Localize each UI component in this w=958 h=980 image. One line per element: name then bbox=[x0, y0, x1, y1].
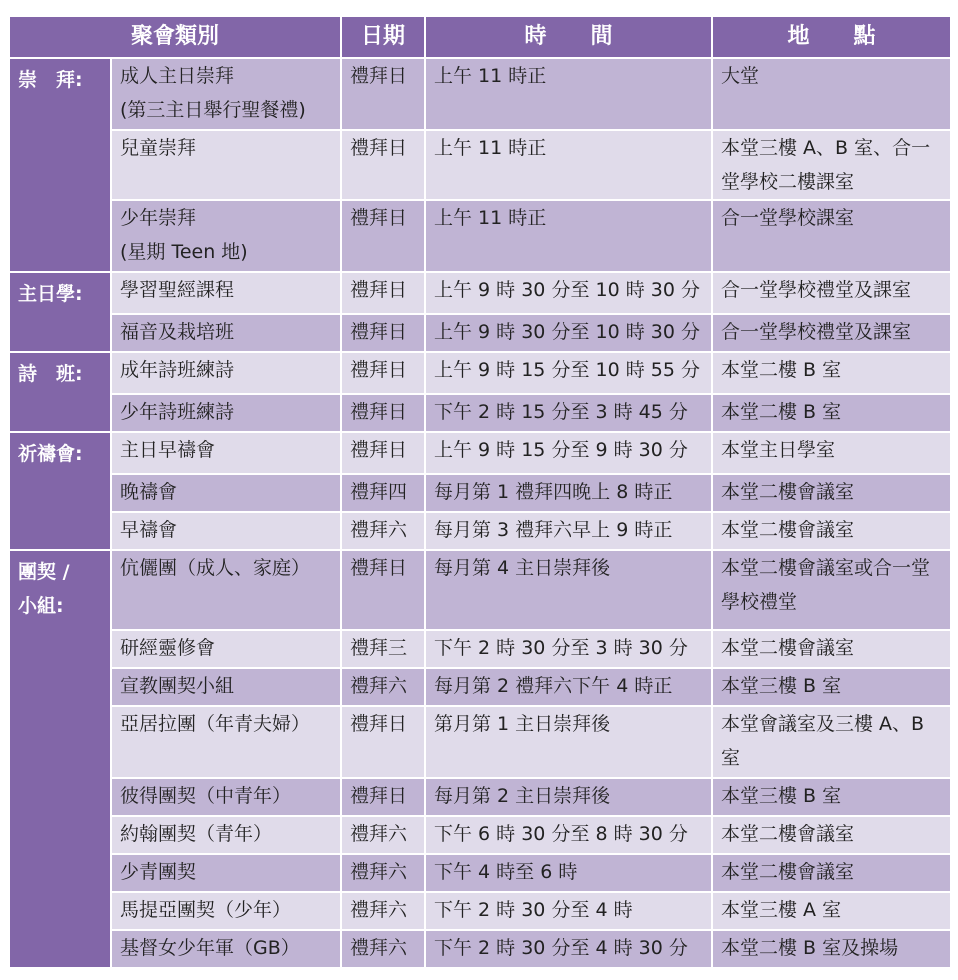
meeting-day: 禮拜日 bbox=[341, 58, 425, 130]
meeting-name: 少年詩班練詩 bbox=[111, 394, 341, 432]
table-row bbox=[9, 432, 951, 474]
meeting-name: 伉儷團（成人、家庭） bbox=[111, 550, 341, 630]
table-row bbox=[9, 930, 951, 968]
meeting-place: 本堂主日學室 bbox=[712, 432, 951, 474]
table-row bbox=[9, 352, 951, 394]
meeting-time: 每月第 2 主日崇拜後 bbox=[425, 778, 712, 816]
table-row bbox=[9, 474, 951, 512]
meeting-place: 合一堂學校課室 bbox=[712, 200, 951, 272]
meeting-place: 本堂二樓會議室 bbox=[712, 474, 951, 512]
meeting-place: 本堂二樓會議室 bbox=[712, 816, 951, 854]
meeting-name: 成年詩班練詩 bbox=[111, 352, 341, 394]
meeting-time: 上午 9 時 30 分至 10 時 30 分 bbox=[425, 272, 712, 314]
meeting-place: 本堂三樓 A、B 室、合一堂學校二樓課室 bbox=[712, 130, 951, 200]
category-choir: 詩 班: bbox=[9, 352, 111, 432]
meeting-time: 第月第 1 主日崇拜後 bbox=[425, 706, 712, 778]
meeting-time: 上午 11 時正 bbox=[425, 58, 712, 130]
table-row bbox=[9, 706, 951, 778]
meeting-name: 研經靈修會 bbox=[111, 630, 341, 668]
meeting-day: 禮拜日 bbox=[341, 352, 425, 394]
meeting-place: 合一堂學校禮堂及課室 bbox=[712, 314, 951, 352]
meeting-day: 禮拜日 bbox=[341, 394, 425, 432]
meeting-day: 禮拜日 bbox=[341, 778, 425, 816]
meeting-time: 上午 11 時正 bbox=[425, 200, 712, 272]
meeting-time: 上午 9 時 30 分至 10 時 30 分 bbox=[425, 314, 712, 352]
meeting-name: 成人主日崇拜 bbox=[120, 65, 235, 87]
meeting-name: 晚禱會 bbox=[111, 474, 341, 512]
meeting-place: 本堂三樓 B 室 bbox=[712, 668, 951, 706]
meeting-name: 彼得團契（中青年） bbox=[111, 778, 341, 816]
meeting-day: 禮拜六 bbox=[341, 816, 425, 854]
table-row bbox=[9, 200, 951, 272]
meeting-schedule-table bbox=[8, 15, 952, 969]
table-row bbox=[9, 854, 951, 892]
category-prayer: 祈禱會: bbox=[9, 432, 111, 550]
header-time: 時 間 bbox=[425, 16, 712, 58]
header-row bbox=[9, 16, 951, 58]
meeting-place: 合一堂學校禮堂及課室 bbox=[712, 272, 951, 314]
meeting-note: (第三主日舉行聖餐禮) bbox=[120, 99, 306, 121]
table-row bbox=[9, 394, 951, 432]
meeting-time: 下午 2 時 30 分至 4 時 bbox=[425, 892, 712, 930]
meeting-day: 禮拜六 bbox=[341, 854, 425, 892]
header-category: 聚會類別 bbox=[9, 16, 341, 58]
meeting-name: 少年崇拜 bbox=[120, 207, 197, 229]
meeting-name: 馬提亞團契（少年） bbox=[111, 892, 341, 930]
meeting-time: 上午 9 時 15 分至 10 時 55 分 bbox=[425, 352, 712, 394]
meeting-place: 本堂二樓會議室 bbox=[712, 512, 951, 550]
category-worship: 崇 拜: bbox=[9, 58, 111, 272]
meeting-place: 本堂會議室及三樓 A、B 室 bbox=[712, 706, 951, 778]
meeting-name: 主日早禱會 bbox=[111, 432, 341, 474]
meeting-place: 本堂二樓 B 室 bbox=[712, 352, 951, 394]
table-row bbox=[9, 314, 951, 352]
table-row bbox=[9, 668, 951, 706]
meeting-place: 本堂二樓會議室或合一堂學校禮堂 bbox=[712, 550, 951, 630]
category-fellowship bbox=[9, 550, 111, 968]
meeting-time: 每月第 3 禮拜六早上 9 時正 bbox=[425, 512, 712, 550]
meeting-place: 本堂二樓 B 室及操場 bbox=[712, 930, 951, 968]
meeting-place: 本堂三樓 A 室 bbox=[712, 892, 951, 930]
category-fellowship-line2: 小組: bbox=[18, 595, 64, 617]
meeting-name: 宣教團契小組 bbox=[111, 668, 341, 706]
meeting-place: 本堂二樓 B 室 bbox=[712, 394, 951, 432]
table-row bbox=[9, 272, 951, 314]
table-row bbox=[9, 512, 951, 550]
meeting-name: 學習聖經課程 bbox=[111, 272, 341, 314]
table-row bbox=[9, 130, 951, 200]
meeting-day: 禮拜四 bbox=[341, 474, 425, 512]
table-row bbox=[9, 630, 951, 668]
meeting-name: 早禱會 bbox=[111, 512, 341, 550]
meeting-name: 亞居拉團（年青夫婦） bbox=[111, 706, 341, 778]
meeting-day: 禮拜日 bbox=[341, 130, 425, 200]
table-row bbox=[9, 778, 951, 816]
meeting-time: 每月第 2 禮拜六下午 4 時正 bbox=[425, 668, 712, 706]
meeting-place: 本堂二樓會議室 bbox=[712, 854, 951, 892]
meeting-time: 下午 2 時 15 分至 3 時 45 分 bbox=[425, 394, 712, 432]
header-place: 地 點 bbox=[712, 16, 951, 58]
meeting-day: 禮拜六 bbox=[341, 512, 425, 550]
header-day: 日期 bbox=[341, 16, 425, 58]
table-row bbox=[9, 816, 951, 854]
table-row bbox=[9, 550, 951, 630]
category-sunday-school: 主日學: bbox=[9, 272, 111, 352]
meeting-time: 下午 4 時至 6 時 bbox=[425, 854, 712, 892]
meeting-time: 下午 2 時 30 分至 3 時 30 分 bbox=[425, 630, 712, 668]
meeting-day: 禮拜六 bbox=[341, 930, 425, 968]
meeting-day: 禮拜六 bbox=[341, 668, 425, 706]
category-fellowship-line1: 團契 / bbox=[18, 561, 70, 583]
meeting-place: 本堂三樓 B 室 bbox=[712, 778, 951, 816]
meeting-day: 禮拜日 bbox=[341, 550, 425, 630]
meeting-time: 上午 9 時 15 分至 9 時 30 分 bbox=[425, 432, 712, 474]
meeting-time: 每月第 4 主日崇拜後 bbox=[425, 550, 712, 630]
meeting-day: 禮拜日 bbox=[341, 272, 425, 314]
meeting-day: 禮拜日 bbox=[341, 314, 425, 352]
meeting-name: 兒童崇拜 bbox=[111, 130, 341, 200]
meeting-day: 禮拜六 bbox=[341, 892, 425, 930]
meeting-time: 上午 11 時正 bbox=[425, 130, 712, 200]
meeting-name: 福音及栽培班 bbox=[111, 314, 341, 352]
table-row bbox=[9, 892, 951, 930]
meeting-time: 下午 6 時 30 分至 8 時 30 分 bbox=[425, 816, 712, 854]
meeting-time: 下午 2 時 30 分至 4 時 30 分 bbox=[425, 930, 712, 968]
meeting-place: 本堂二樓會議室 bbox=[712, 630, 951, 668]
meeting-note: (星期 Teen 地) bbox=[120, 241, 248, 263]
table-row bbox=[9, 58, 951, 130]
meeting-day: 禮拜日 bbox=[341, 706, 425, 778]
meeting-day: 禮拜日 bbox=[341, 432, 425, 474]
meeting-place: 大堂 bbox=[712, 58, 951, 130]
meeting-day: 禮拜三 bbox=[341, 630, 425, 668]
meeting-name: 少青團契 bbox=[111, 854, 341, 892]
meeting-time: 每月第 1 禮拜四晚上 8 時正 bbox=[425, 474, 712, 512]
meeting-name: 基督女少年軍（GB） bbox=[111, 930, 341, 968]
meeting-day: 禮拜日 bbox=[341, 200, 425, 272]
meeting-name: 約翰團契（青年） bbox=[111, 816, 341, 854]
